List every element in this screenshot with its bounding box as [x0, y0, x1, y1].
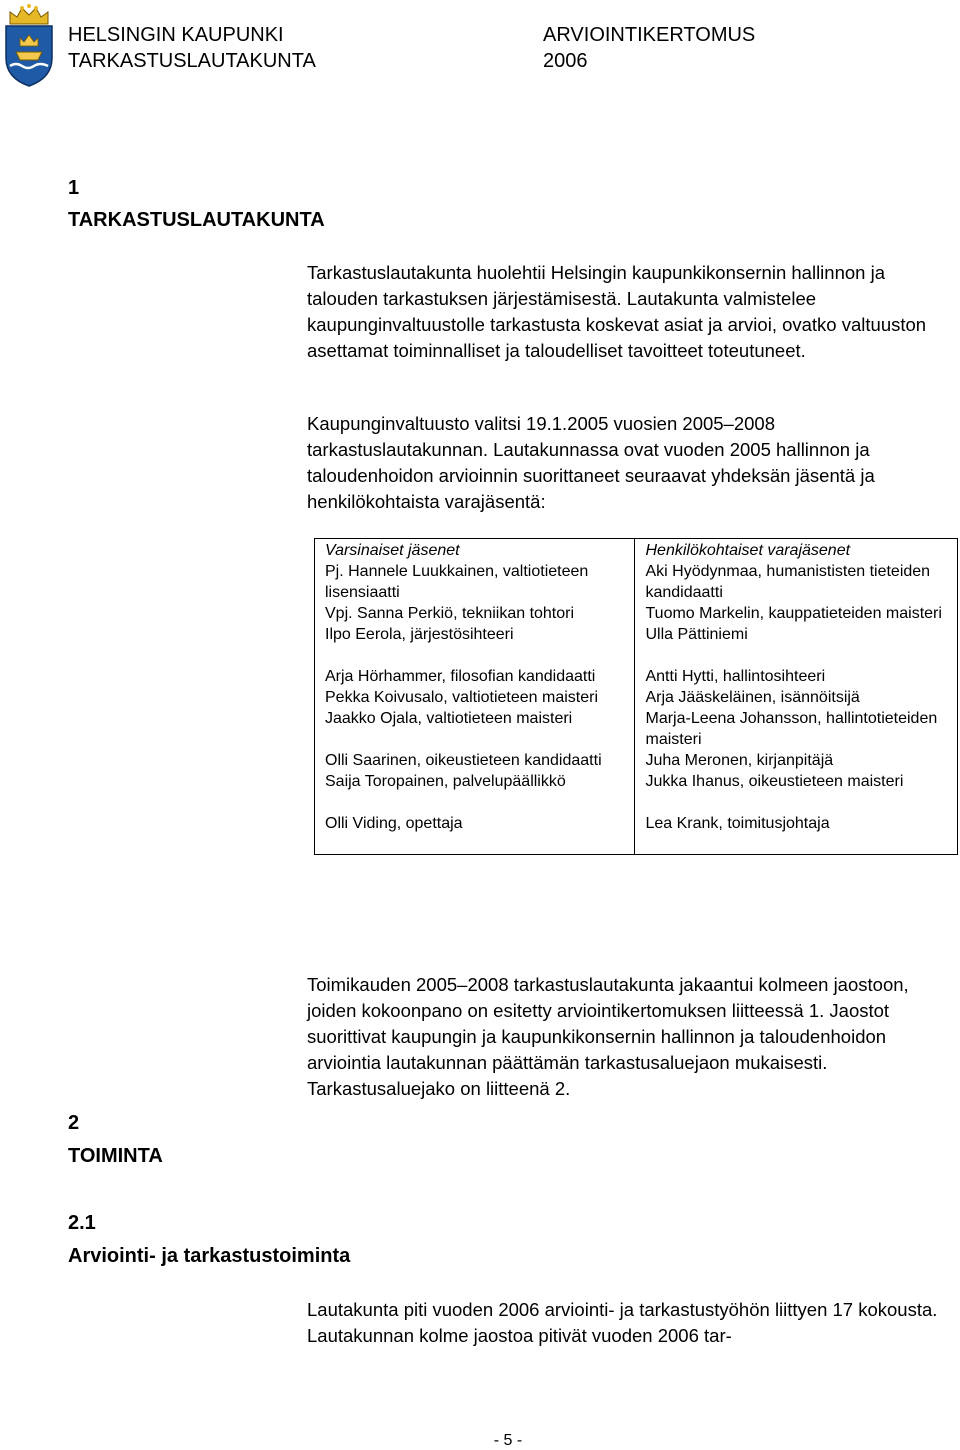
member-cell: Pj. Hannele Luukkainen, valtiotieteen lisensiaatti [315, 561, 635, 603]
table-row [315, 813, 958, 855]
section-2-1-paragraph: Lautakunta piti vuoden 2006 arviointi- ja tarkastustyöhön liittyen 17 kokousta. Lautakunnan kolme jaostoa pitivät vuoden 2006 tar- [307, 1299, 938, 1346]
deputy-cell: Arja Jääskeläinen, isännöitsijä [635, 687, 958, 708]
table-row [315, 708, 958, 750]
member-cell: Olli Viding, opettaja [315, 813, 635, 855]
page-number: - 5 - [493, 1432, 523, 1449]
deputy-cell: Tuomo Markelin, kauppatieteiden maisteri [635, 603, 958, 624]
table-spacer-row [315, 792, 958, 813]
deputy-cell: Lea Krank, toimitusjohtaja [635, 813, 958, 855]
member-cell: Jaakko Ojala, valtiotieteen maisteri [315, 708, 635, 750]
column-header-members: Varsinaiset jäsenet [315, 539, 635, 562]
section-1-paragraph-3: Toimikauden 2005–2008 tarkastuslautakunta jakaantui kolmeen jaostoon, joiden kokoonpano on esitetty arviointikertomuksen liitteessä 1. Jaostot suorittivat kaupungin ja kaupunkikonsernin hallinnon ja taloudenhoidon arviointia lautakunnan päättämän tarkastusaluejaon mukaisesti. Tarkastusaluejako on liitteenä 2. [307, 974, 909, 1099]
header-city: HELSINGIN KAUPUNKI [68, 24, 284, 46]
section-1-paragraph-1: Tarkastuslautakunta huolehtii Helsingin kaupunkikonsernin hallinnon ja talouden tarkastuksen järjestämisestä. Lautakunta valmistelee kaupunginvaltuustolle tarkastusta koskevat asiat ja arvioi, ovatko valtuuston asettamat toiminnalliset ja taloudelliset tavoitteet toteutuneet. [307, 262, 927, 361]
deputy-cell: Jukka Ihanus, oikeustieteen maisteri [635, 771, 958, 792]
spacer-cell [635, 792, 958, 813]
deputy-cell: Juha Meronen, kirjanpitäjä [635, 750, 958, 771]
deputy-cell: Ulla Pättiniemi [635, 624, 958, 645]
table-row [315, 666, 958, 687]
section-2-1-number: 2.1 [68, 1212, 96, 1234]
section-2-number: 2 [68, 1112, 80, 1134]
member-cell: Pekka Koivusalo, valtiotieteen maisteri [315, 687, 635, 708]
table-row [315, 771, 958, 792]
member-cell: Ilpo Eerola, järjestösihteeri [315, 624, 635, 645]
member-cell: Saija Toropainen, palvelupäällikkö [315, 771, 635, 792]
header-report [543, 22, 755, 74]
section-2-title: TOIMINTA [68, 1145, 163, 1167]
column-header-deputies: Henkilökohtaiset varajäsenet [635, 539, 958, 562]
table-row [315, 561, 958, 603]
header-report-title: ARVIOINTIKERTOMUS [543, 24, 756, 46]
section-1-title: TARKASTUSLAUTAKUNTA [68, 209, 325, 231]
header-year: 2006 [543, 50, 588, 72]
table-row [315, 750, 958, 771]
deputy-cell: Marja-Leena Johansson, hallintotieteiden maisteri [635, 708, 958, 750]
member-cell: Olli Saarinen, oikeustieteen kandidaatti [315, 750, 635, 771]
spacer-cell [635, 645, 958, 666]
section-1-paragraph-2: Kaupunginvaltuusto valitsi 19.1.2005 vuosien 2005–2008 tarkastuslautakunnan. Lautakunnassa ovat vuoden 2005 hallinnon ja taloudenhoidon arvioinnin suorittaneet seuraavat yhdeksän jäsentä ja henkilökohtaista varajäsentä: [307, 413, 875, 512]
deputy-cell: Antti Hytti, hallintosihteeri [635, 666, 958, 687]
section-1-number: 1 [68, 177, 80, 199]
header-org [68, 22, 316, 74]
spacer-cell [315, 645, 635, 666]
spacer-cell [315, 792, 635, 813]
helsinki-coat-of-arms-icon [2, 2, 56, 88]
board-members-table [314, 538, 958, 855]
table-header-row [315, 539, 958, 562]
table-spacer-row [315, 645, 958, 666]
table-row [315, 687, 958, 708]
table-row [315, 624, 958, 645]
member-cell: Arja Hörhammer, filosofian kandidaatti [315, 666, 635, 687]
deputy-cell: Aki Hyödynmaa, humanististen tieteiden kandidaatti [635, 561, 958, 603]
header-board: TARKASTUSLAUTAKUNTA [68, 50, 316, 72]
section-2-1-title: Arviointi- ja tarkastustoiminta [68, 1245, 351, 1267]
member-cell: Vpj. Sanna Perkiö, tekniikan tohtori [315, 603, 635, 624]
table-row [315, 603, 958, 624]
